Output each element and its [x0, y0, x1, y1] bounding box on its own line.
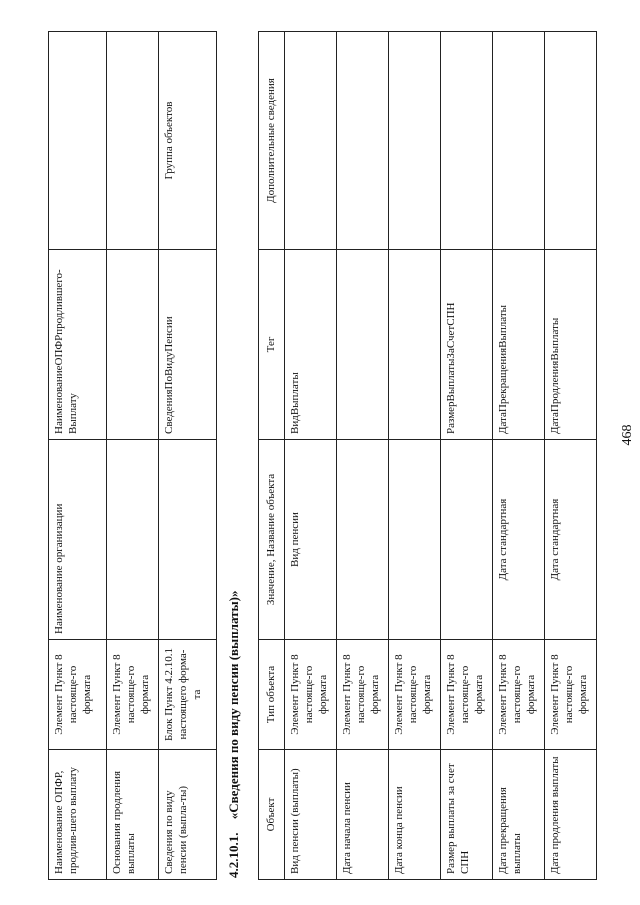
cell-value — [441, 440, 493, 640]
table-row — [389, 32, 441, 880]
cell-value — [159, 440, 217, 640]
cell-extra — [545, 32, 597, 250]
cell-value — [389, 440, 441, 640]
header-type: Тип объекта — [259, 640, 285, 750]
cell-object: Сведения по виду пенсии (выпла-ты) — [159, 750, 217, 880]
cell-tag: НаименованиеОПФРпродлившего-Выплату — [49, 250, 107, 440]
header-value: Значение, Название объекта — [259, 440, 285, 640]
rotated-document-content — [48, 20, 608, 880]
cell-tag — [107, 250, 159, 440]
table-row — [49, 32, 107, 880]
table-row — [337, 32, 389, 880]
cell-extra: Группа объектов — [159, 32, 217, 250]
cell-tag: СведенияПоВидуПенсии — [159, 250, 217, 440]
table-row — [285, 32, 337, 880]
cell-type: Элемент Пункт 8 настояще-го формата — [389, 640, 441, 750]
pension-info-table — [258, 31, 597, 880]
header-extra: Дополнительные сведения — [259, 32, 285, 250]
cell-object: Вид пенсии (выплаты) — [285, 750, 337, 880]
section-heading — [226, 590, 242, 878]
cell-tag — [337, 250, 389, 440]
section-title: «Сведения по виду пенсии (выплаты)» — [226, 590, 241, 820]
header-tag: Тег — [259, 250, 285, 440]
cell-type: Блок Пункт 4.2.10.1 настоящего форма-та — [159, 640, 217, 750]
cell-object: Наименование ОПФР, продлив-шего выплату — [49, 750, 107, 880]
continued-table — [48, 31, 217, 880]
cell-object: Основания продления выплаты — [107, 750, 159, 880]
table-row — [159, 32, 217, 880]
cell-object: Дата прекращения выплаты — [493, 750, 545, 880]
section-number: 4.2.10.1. — [226, 832, 241, 878]
header-object: Объект — [259, 750, 285, 880]
cell-value — [337, 440, 389, 640]
cell-object: Дата конца пенсии — [389, 750, 441, 880]
cell-extra — [493, 32, 545, 250]
cell-tag: РазмерВыплатыЗаСчетСПН — [441, 250, 493, 440]
cell-tag: ДатаПрекращенияВыплаты — [493, 250, 545, 440]
cell-tag: ДатаПродленияВыплаты — [545, 250, 597, 440]
cell-type: Элемент Пункт 8 настояще-го формата — [545, 640, 597, 750]
table-header-row — [259, 32, 285, 880]
table-row — [107, 32, 159, 880]
cell-type: Элемент Пункт 8 настояще-го формата — [337, 640, 389, 750]
cell-value — [107, 440, 159, 640]
cell-extra — [107, 32, 159, 250]
table-row — [441, 32, 493, 880]
cell-object: Дата продления выплаты — [545, 750, 597, 880]
cell-extra — [441, 32, 493, 250]
cell-value: Дата стандартная — [493, 440, 545, 640]
cell-value: Дата стандартная — [545, 440, 597, 640]
cell-extra — [285, 32, 337, 250]
cell-object: Дата начала пенсии — [337, 750, 389, 880]
cell-type: Элемент Пункт 8 настояще-го формата — [49, 640, 107, 750]
cell-type: Элемент Пункт 8 настояще-го формата — [285, 640, 337, 750]
table-row — [545, 32, 597, 880]
cell-extra — [49, 32, 107, 250]
page-number: 468 — [620, 424, 635, 446]
cell-tag — [389, 250, 441, 440]
table-row — [493, 32, 545, 880]
cell-type: Элемент Пункт 8 настояще-го формата — [441, 640, 493, 750]
cell-extra — [337, 32, 389, 250]
cell-type: Элемент Пункт 8 настояще-го формата — [493, 640, 545, 750]
cell-extra — [389, 32, 441, 250]
cell-tag: ВидВыплаты — [285, 250, 337, 440]
cell-object: Размер выплаты за счет СПН — [441, 750, 493, 880]
cell-value: Вид пенсии — [285, 440, 337, 640]
cell-value: Наименование организации — [49, 440, 107, 640]
cell-type: Элемент Пункт 8 настояще-го формата — [107, 640, 159, 750]
